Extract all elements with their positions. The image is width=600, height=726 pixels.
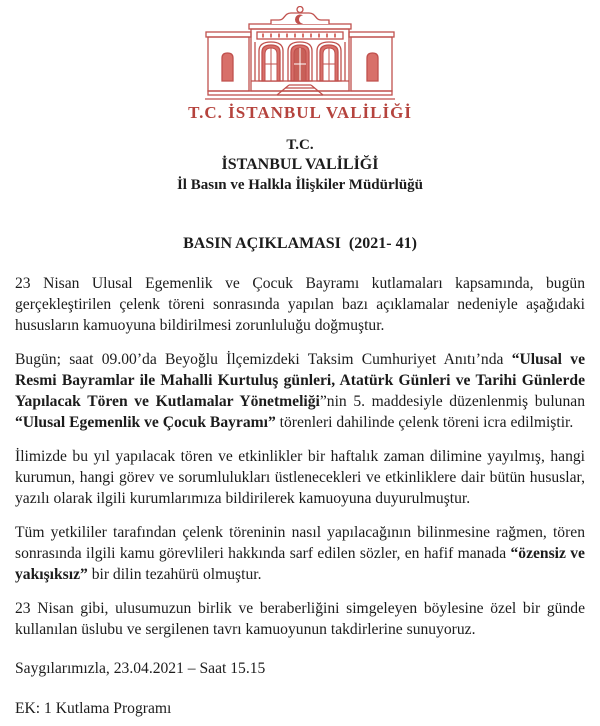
paragraph-1: 23 Nisan Ulusal Egemenlik ve Çocuk Bayramı kutlamaları kapsamında, bugün gerçekleştirilen çelenk töreni sonrasında yapılan bazı açıklamalar nedeniyle aşağıdaki hususların kamuoyuna bildirilmesi zorunluluğu doğmuştur. (15, 275, 585, 334)
press-release-title: BASIN AÇIKLAMASI (2021- 41) (183, 235, 417, 252)
paragraph-2-seg3: ”nin 5. maddesiyle düzenlenmiş bulunan (319, 393, 585, 410)
letterhead-mudurluk: İl Basın ve Halkla İlişkiler Müdürlüğü (176, 177, 424, 193)
paragraph-4 (15, 522, 585, 585)
attachment-line: EK: 1 Kutlama Programı (15, 700, 172, 717)
logo-caption: T.C. İSTANBUL VALİLİĞİ (188, 103, 412, 122)
letterhead-valilik: İSTANBUL VALİLİĞİ (221, 156, 379, 173)
document-body (0, 273, 600, 719)
paragraph-2-seg5: törenleri dahilinde çelenk töreni icra edilmiştir. (275, 414, 574, 431)
paragraph-2 (15, 349, 585, 433)
paragraph-5: 23 Nisan gibi, ulusumuzun birlik ve beraberliğini simgeleyen böylesine özel bir günde kullanılan üslubu ve sergilenen tavrı kamuoyunun takdirlerine sunuyoruz. (15, 600, 585, 638)
paragraph-2-regulation-name: “Ulusal ve Resmi Bayramlar ile Mahalli Kurtuluş günleri, Atatürk Günleri ve Tarihi Günlerde Yapılacak Tören ve Kutlamalar Yönetmeliği (15, 351, 585, 410)
paragraph-4-seg3: bir dilin tezahürü olmuştur. (87, 566, 262, 583)
paragraph-4-seg1: Tüm yetkililer tarafından çelenk töreninin nasıl yapılacağının bilinmesine rağmen, tören sonrasında ilgili kamu görevlileri hakkında sarf edilen sözler, en hafif manada (15, 524, 585, 562)
signature-line: Saygılarımızla, 23.04.2021 – Saat 15.15 (15, 660, 266, 677)
letterhead (0, 135, 600, 195)
paragraph-3: İlimizde bu yıl yapılacak tören ve etkinlikler bir haftalık zaman dilimine yayılmış, hangi kurumun, hangi görev ve sorumlulukları üstlenecekleri ve etkinliklere dair bütün hususlar, yazılı olarak ilgili kurumlarımıza bildirilerek kamuoyuna duyurulmuştur. (15, 448, 585, 507)
governorship-building-icon (205, 6, 395, 101)
paragraph-2-holiday-name: “Ulusal Egemenlik ve Çocuk Bayramı” (15, 414, 276, 431)
logo-block (0, 0, 600, 123)
paragraph-2-seg1: Bugün; saat 09.00’da Beyoğlu İlçemizdeki Taksim Cumhuriyet Anıtı’nda (15, 351, 512, 368)
paragraph-4-quoted-phrase: “özensiz ve yakışıksız” (15, 545, 585, 583)
letterhead-tc: T.C. (286, 137, 314, 153)
